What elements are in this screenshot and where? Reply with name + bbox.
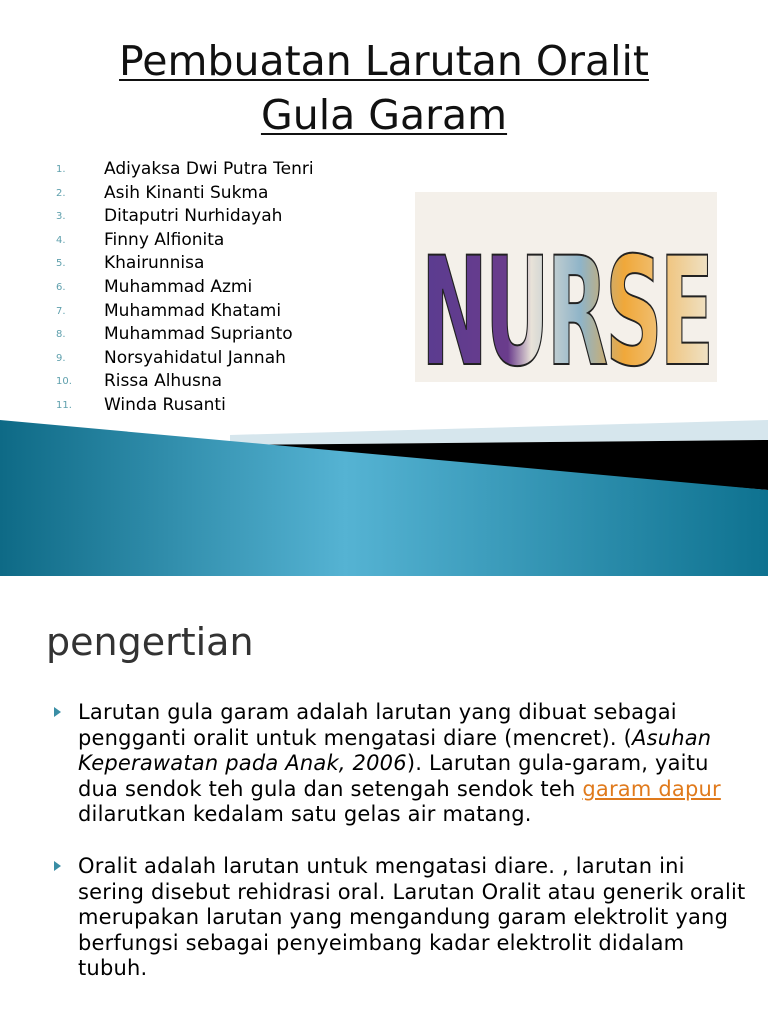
garam-dapur-link[interactable]: garam dapur — [582, 776, 721, 801]
bullet-item — [54, 854, 754, 982]
member-number: 9. — [56, 352, 66, 364]
citation: Asuhan Keperawatan pada Anak, 2006 — [78, 725, 712, 776]
slide-title-heading — [0, 34, 768, 142]
title-line-1: Pembuatan Larutan Oralit — [119, 37, 649, 85]
title-line-2: Gula Garam — [260, 91, 508, 139]
member-number: 1. — [56, 164, 66, 175]
member-item — [56, 370, 314, 394]
slide-heading: pengertian — [46, 620, 254, 664]
member-name: Adiyaksa Dwi Putra Tenri — [104, 159, 314, 179]
member-item — [56, 158, 314, 182]
bullet-text: ). Larutan gula-garam, yaitu dua sendok teh gula dan setengah sendok teh — [78, 751, 709, 801]
member-item — [56, 276, 314, 300]
member-name: Rissa Alhusna — [104, 371, 223, 392]
member-number: 5. — [56, 258, 66, 270]
member-number: 10. — [56, 376, 72, 388]
member-name: Winda Rusanti — [104, 394, 226, 415]
decorative-band — [0, 405, 768, 576]
member-item — [56, 300, 314, 324]
nurse-word: Nurse — [421, 226, 711, 382]
member-name: Muhammad Khatami — [104, 300, 282, 321]
member-item — [56, 323, 314, 347]
member-name: Ditaputri Nurhidayah — [104, 206, 283, 227]
nurse-illustration — [415, 192, 717, 382]
bullet-arrow-icon — [54, 861, 61, 871]
bullet-arrow-icon — [54, 707, 61, 717]
slide-definition — [0, 590, 768, 1024]
bullet-text: dilarutkan kedalam satu gelas air matang. — [78, 802, 532, 827]
member-item — [56, 205, 314, 229]
member-name: Khairunnisa — [104, 253, 205, 274]
member-item — [56, 347, 314, 371]
member-number: 3. — [56, 211, 66, 223]
member-name: Muhammad Azmi — [104, 276, 253, 297]
member-name: Finny Alfionita — [104, 229, 225, 250]
member-number: 11. — [56, 399, 72, 411]
member-name: Muhammad Suprianto — [104, 324, 293, 345]
member-number: 7. — [56, 305, 66, 317]
member-list — [56, 158, 314, 418]
member-item — [56, 182, 314, 206]
member-item — [56, 252, 314, 276]
bullet-list — [54, 700, 754, 1008]
member-number: 6. — [56, 281, 66, 293]
member-number: 2. — [56, 187, 66, 199]
bullet-text: Oralit adalah larutan untuk mengatasi diare. , larutan ini sering disebut rehidrasi oral. Larutan Oralit atau generik oralit merupakan larutan yang mengandung garam elektrolit yang berfungsi sebagai penyeimbang kadar elektrolit didalam tubuh. — [78, 853, 746, 981]
member-item — [56, 229, 314, 253]
member-number: 8. — [56, 329, 66, 341]
member-number: 4. — [56, 234, 66, 246]
member-name: Norsyahidatul Jannah — [104, 347, 286, 368]
bullet-text: Larutan gula garam adalah larutan yang dibuat sebagai pengganti oralit untuk mengatasi diare (mencret). ( — [78, 700, 677, 750]
bullet-item — [54, 700, 754, 828]
member-name: Asih Kinanti Sukma — [104, 182, 269, 203]
